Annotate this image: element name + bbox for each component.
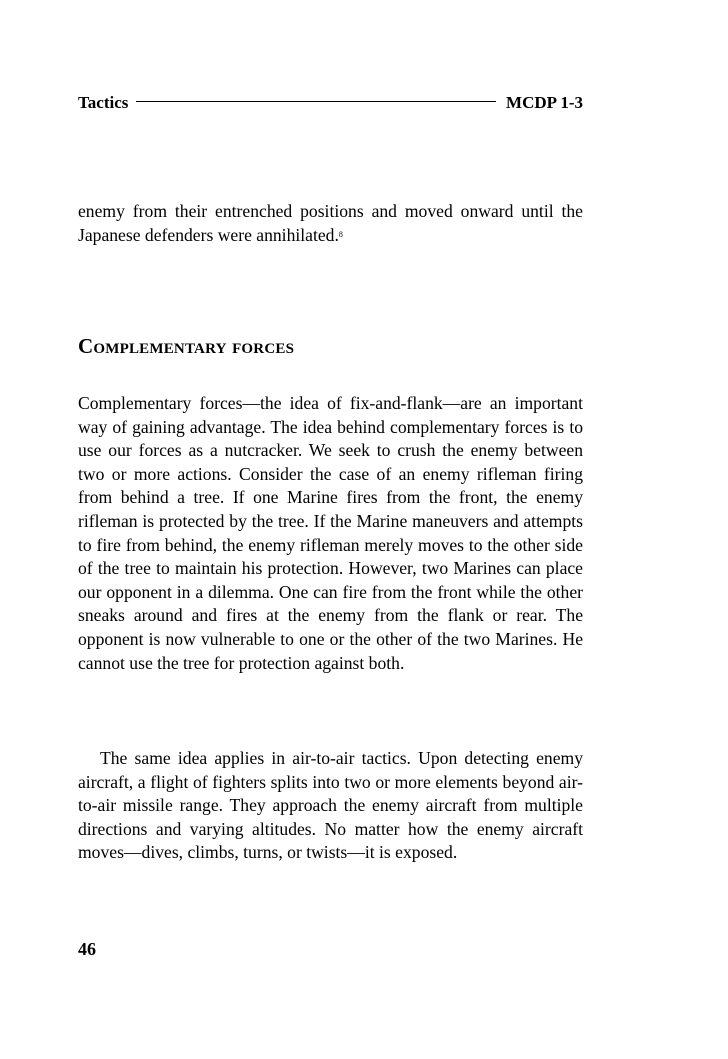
header-title: Tactics: [78, 93, 129, 112]
running-header: [78, 91, 583, 115]
page-number: 46: [78, 939, 96, 959]
continuation-paragraph: [78, 200, 583, 247]
continuation-text: enemy from their entrenched positions and moved onward until the Japanese defenders were annihilated.: [78, 201, 583, 245]
footnote-ref: 8: [338, 229, 343, 239]
header-doc-id: MCDP 1-3: [506, 93, 583, 112]
header-rule: [136, 101, 496, 102]
body-paragraph-2: The same idea applies in air-to-air tactics. Upon detecting enemy aircraft, a flight of fighters splits into two or more elements beyond air-to-air missile range. They approach the enemy aircraft from multiple directions and varying altitudes. No matter how the enemy aircraft moves—dives, climbs, turns, or twists—it is exposed.: [78, 748, 583, 863]
body-paragraph-1: Complementary forces—the idea of fix-and-flank—are an important way of gaining advantage. The idea behind complementary forces is to use our forces as a nutcracker. We seek to crush the enemy between two or more actions. Consider the case of an enemy rifleman firing from behind a tree. If one Marine fires from the front, the enemy rifleman is protected by the tree. If the Marine maneuvers and attempts to fire from behind, the enemy rifleman merely moves to the other side of the tree to maintain his protection. However, two Marines can place our opponent in a dilemma. One can fire from the front while the other sneaks around and fires at the enemy from the flank or rear. The opponent is now vulnerable to one or the other of the two Marines. He cannot use the tree for protection against both.: [78, 393, 583, 673]
section-heading: Complementary forces: [78, 334, 295, 358]
